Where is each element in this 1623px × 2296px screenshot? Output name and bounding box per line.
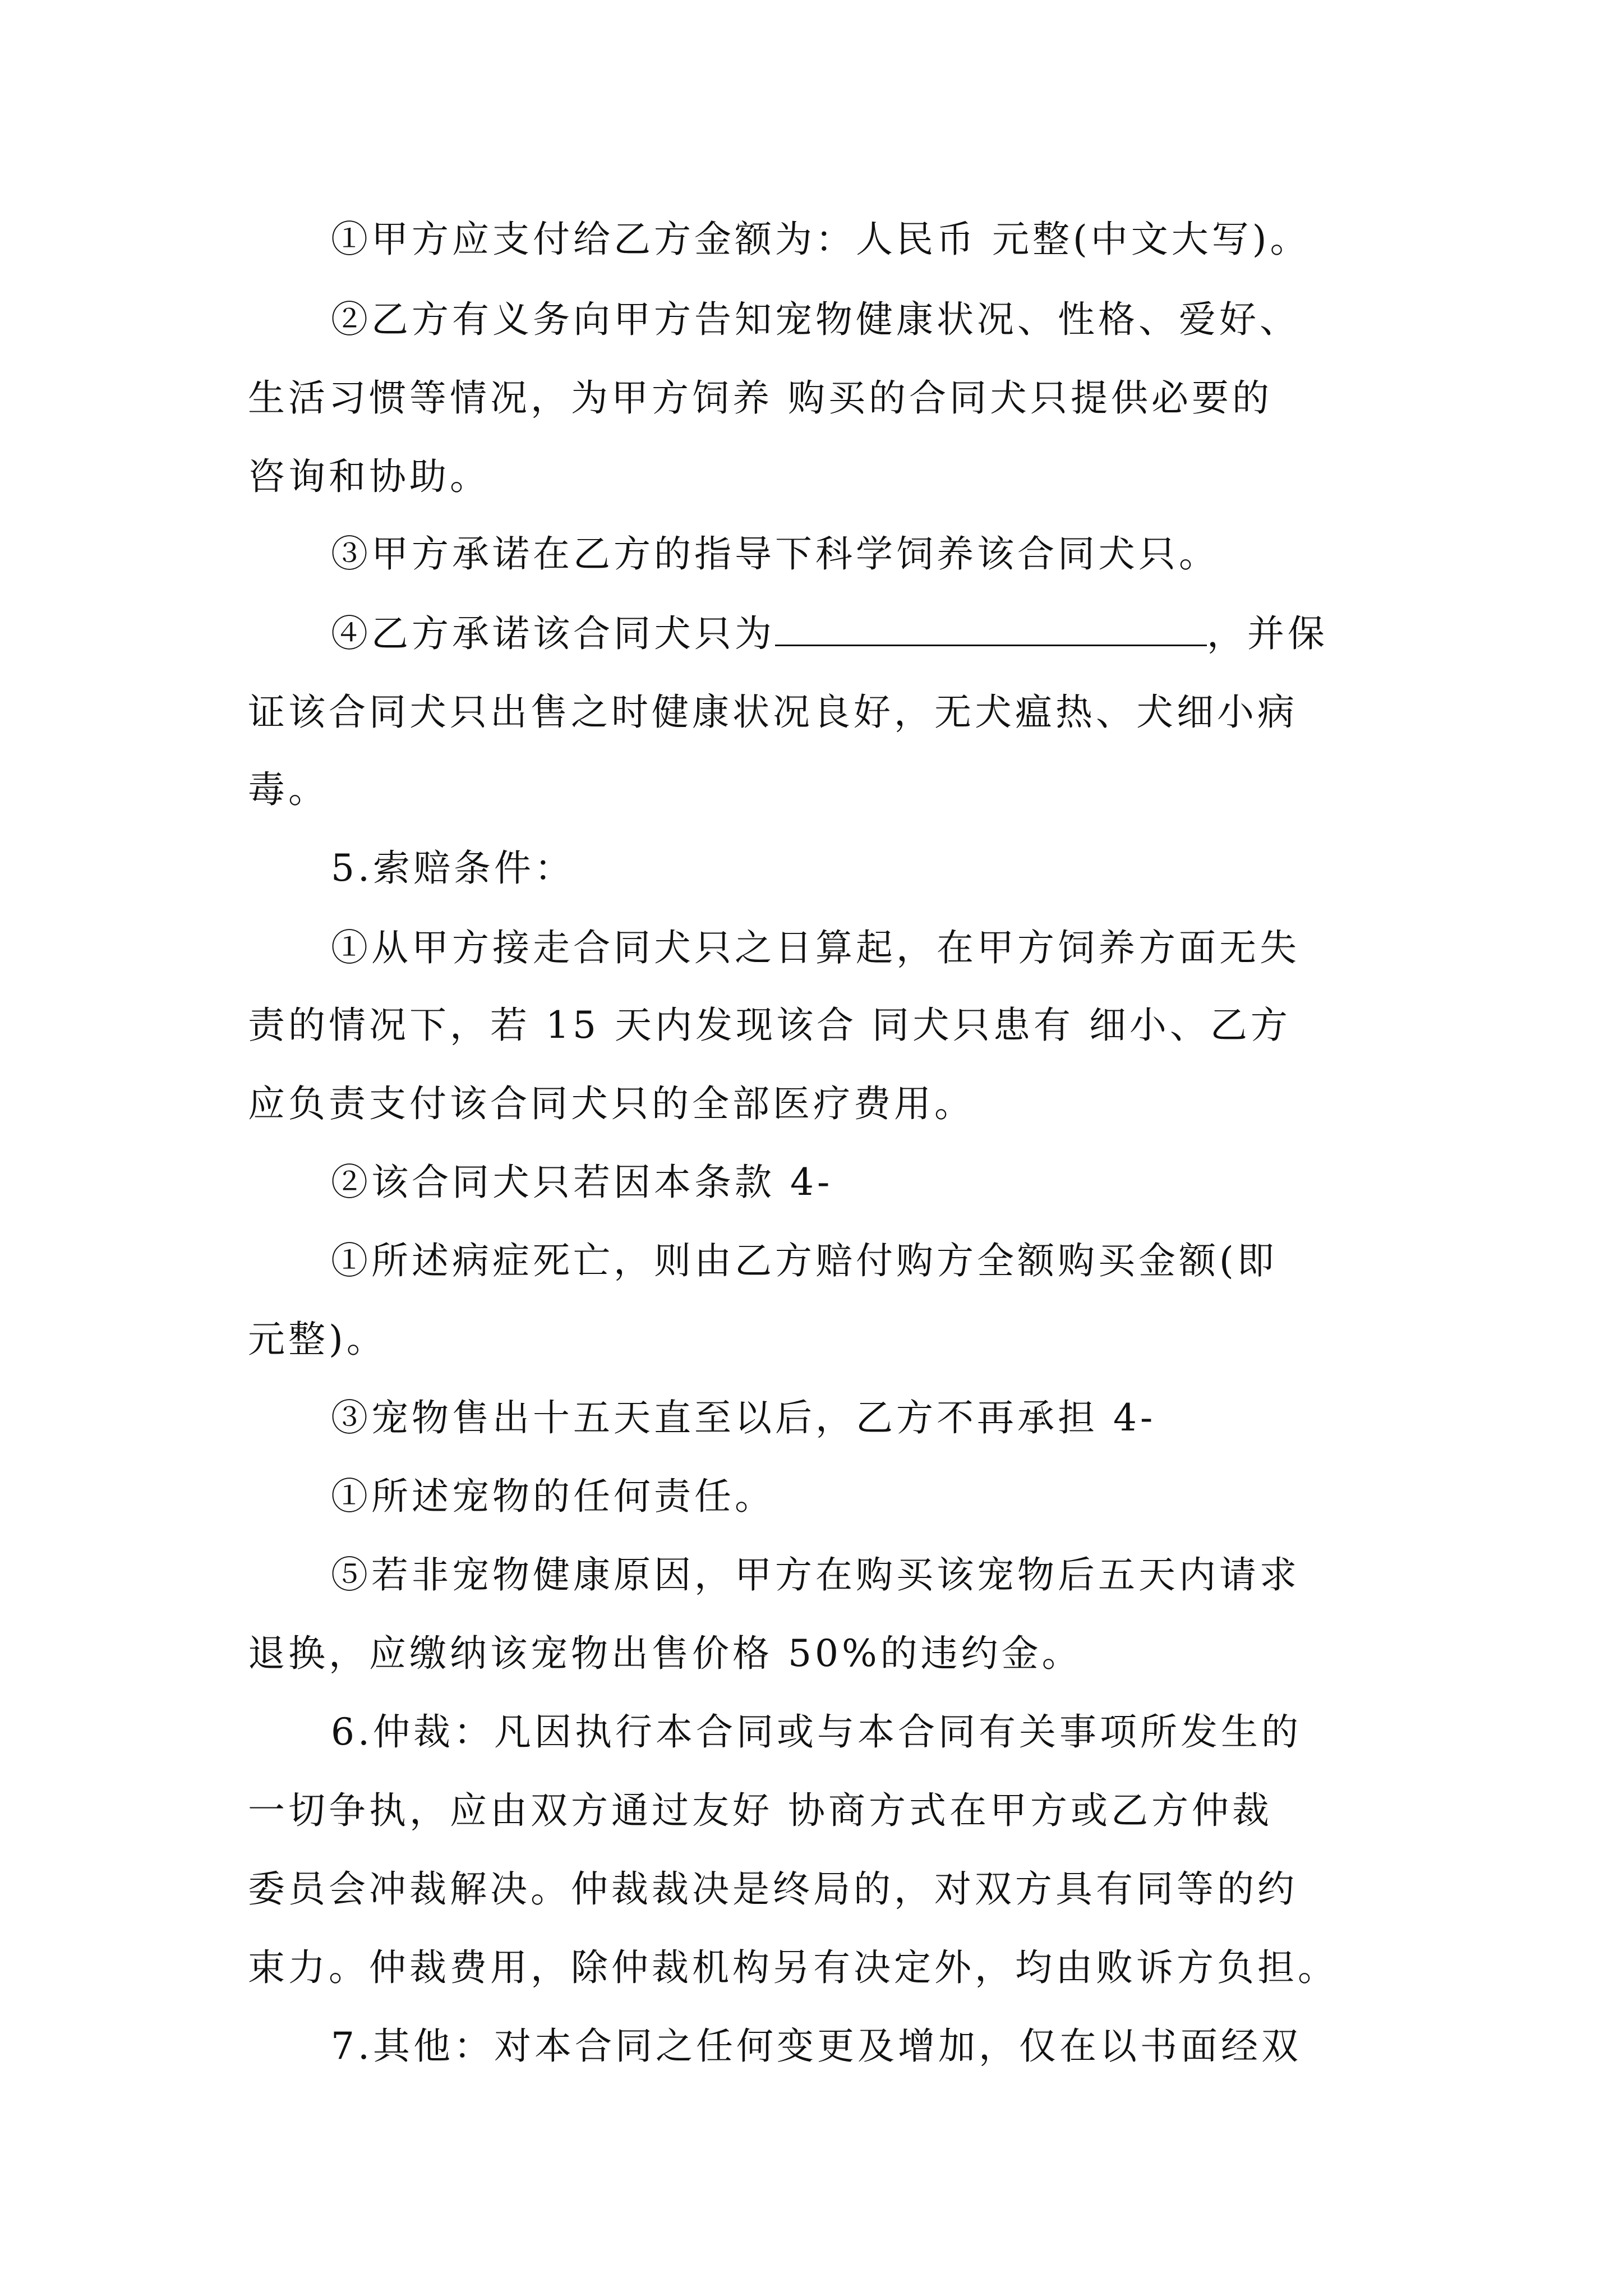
- clause-4-item-4-text-end: ，并保: [1207, 612, 1328, 655]
- clause-5-item-3-line-2: ①所述宠物的任何责任。: [331, 1475, 775, 1518]
- clause-5-heading: 5.索赔条件：: [331, 846, 575, 890]
- clause-5-item-5-line-1: ⑤若非宠物健康原因，甲方在购买该宠物后五天内请求: [331, 1553, 1300, 1596]
- fill-in-blank: [775, 641, 1207, 646]
- clause-5-item-2-line-3: 元整)。: [248, 1318, 387, 1361]
- clause-6-line-3: 委员会冲裁解决。仲裁裁决是终局的，对双方具有同等的约: [248, 1867, 1298, 1911]
- clause-4-item-1-line: ①甲方应支付给乙方金额为：人民币 元整(中文大写)。: [331, 218, 1311, 261]
- clause-4-item-4-line-1: [331, 609, 1328, 659]
- clause-6-line-1: 6.仲裁：凡因执行本合同或与本合同有关事项所发生的: [331, 1710, 1302, 1754]
- clause-4-item-4-text: ④乙方承诺该合同犬只为: [331, 612, 775, 655]
- clause-6-line-4: 束力。仲裁费用，除仲裁机构另有决定外，均由败诉方负担。: [248, 1946, 1338, 1989]
- clause-4-item-2-line-2: 生活习惯等情况，为甲方饲养 购买的合同犬只提供必要的: [248, 376, 1272, 420]
- clause-4-item-4-line-3: 毒。: [248, 768, 329, 811]
- clause-5-item-1-line-2: 责的情况下，若 15 天内发现该合 同犬只患有 细小、乙方: [248, 1004, 1291, 1047]
- clause-4-item-3-line: ③甲方承诺在乙方的指导下科学饲养该合同犬只。: [331, 532, 1219, 576]
- clause-5-item-1-line-3: 应负责支付该合同犬只的全部医疗费用。: [248, 1082, 975, 1125]
- clause-4-item-2-line-3: 咨询和协助。: [248, 455, 490, 498]
- clause-5-item-3-line-1: ③宠物售出十五天直至以后，乙方不再承担 4-: [331, 1396, 1156, 1439]
- clause-5-item-1-line-1: ①从甲方接走合同犬只之日算起，在甲方饲养方面无失: [331, 926, 1300, 969]
- clause-4-item-4-line-2: 证该合同犬只出售之时健康状况良好，无犬瘟热、犬细小病: [248, 691, 1298, 734]
- clause-4-item-2-line-1: ②乙方有义务向甲方告知宠物健康状况、性格、爱好、: [331, 298, 1300, 341]
- clause-6-line-2: 一切争执，应由双方通过友好 协商方式在甲方或乙方仲裁: [248, 1789, 1272, 1832]
- clause-5-item-2-line-1: ②该合同犬只若因本条款 4-: [331, 1161, 833, 1204]
- clause-5-item-5-line-2: 退换，应缴纳该宠物出售价格 50%的违约金。: [248, 1632, 1082, 1675]
- clause-5-item-2-line-2: ①所述病症死亡，则由乙方赔付购方全额购买金额(即: [331, 1239, 1278, 1282]
- clause-7-line-1: 7.其他：对本合同之任何变更及增加，仅在以书面经双: [331, 2024, 1302, 2068]
